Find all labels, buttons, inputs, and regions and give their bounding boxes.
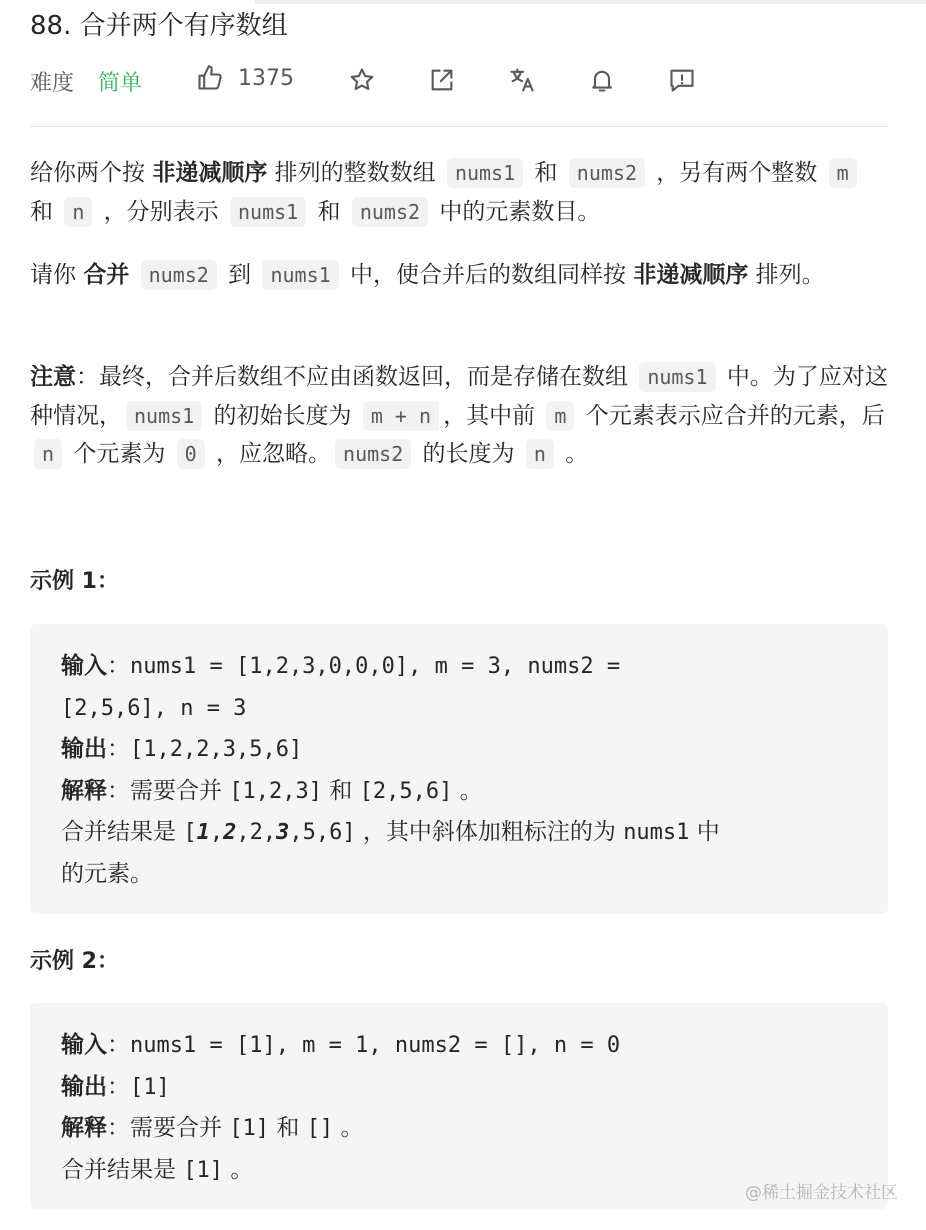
thumbs-up-icon xyxy=(196,64,224,92)
example-1-input-cont: [2,5,6], n = 3 xyxy=(61,695,247,721)
problem-meta-bar xyxy=(30,62,730,100)
like-button[interactable] xyxy=(196,64,294,92)
example-1-input: 输入：nums1 = [1,2,3,0,0,0], m = 3, nums2 = xyxy=(61,653,621,679)
difficulty-badge: 简单 xyxy=(98,71,143,96)
example-2-result: 合并结果是 [1] 。 xyxy=(61,1156,254,1183)
inline-code: m xyxy=(546,401,574,431)
example-1-result-cont: 的元素。 xyxy=(61,860,153,887)
example-1-heading: 示例 1： xyxy=(30,569,119,594)
inline-code: n xyxy=(526,439,554,469)
inline-code: 0 xyxy=(177,439,205,469)
difficulty-label: 难度 xyxy=(30,71,75,96)
inline-code: m + n xyxy=(363,401,439,431)
bell-icon[interactable] xyxy=(588,66,616,94)
description-paragraph-1: 给你两个按 非递减顺序 排列的整数数组 nums1 和 nums2 ，另有两个整数 m 和 n ，分别表示 nums1 和 nums2 中的元素数目。 xyxy=(30,154,890,231)
example-2-heading: 示例 2： xyxy=(30,949,119,974)
top-border xyxy=(255,0,926,4)
feedback-icon[interactable] xyxy=(668,66,696,94)
example-2-output: 输出：[1] xyxy=(61,1073,170,1100)
like-count: 1375 xyxy=(238,65,294,91)
example-1-block xyxy=(30,624,888,914)
inline-code: nums1 xyxy=(262,260,338,290)
translate-icon[interactable] xyxy=(508,66,536,94)
inline-code: n xyxy=(64,197,92,227)
inline-code: m xyxy=(829,158,857,188)
problem-title: 88. 合并两个有序数组 xyxy=(30,11,288,41)
watermark: @稀土掘金技术社区 xyxy=(745,1183,898,1203)
note-paragraph: 注意：最终，合并后数组不应由函数返回，而是存储在数组 nums1 中。为了应对这种情况， nums1 的初始长度为 m + n ，其中前 m 个元素表示应合并的元素，后 n 个元素为 0 ，应忽略。 nums2 的长度为 n 。 xyxy=(30,364,888,467)
example-1-output: 输出：[1,2,2,3,5,6] xyxy=(61,736,303,762)
example-1-explain: 解释：需要合并 [1,2,3] 和 [2,5,6] 。 xyxy=(61,777,483,804)
inline-code: nums1 xyxy=(230,197,306,227)
header-divider xyxy=(30,126,888,127)
inline-code: nums1 xyxy=(639,362,715,392)
example-2-input: 输入：nums1 = [1], m = 1, nums2 = [], n = 0 xyxy=(61,1032,621,1058)
description-paragraph-2: 请你 合并 nums2 到 nums1 中，使合并后的数组同样按 非递减顺序 排列。 xyxy=(30,262,825,288)
star-icon[interactable] xyxy=(348,66,376,94)
inline-code: n xyxy=(34,439,62,469)
example-1-result: 合并结果是 [1,2,2,3,5,6] ，其中斜体加粗标注的为 nums1 中 xyxy=(61,819,720,845)
inline-code: nums2 xyxy=(335,439,411,469)
inline-code: nums1 xyxy=(447,158,523,188)
share-icon[interactable] xyxy=(428,66,456,94)
inline-code: nums2 xyxy=(141,260,217,290)
example-2-explain: 解释：需要合并 [1] 和 [] 。 xyxy=(61,1115,364,1141)
inline-code: nums2 xyxy=(352,197,428,227)
inline-code: nums2 xyxy=(569,158,645,188)
inline-code: nums1 xyxy=(126,401,202,431)
